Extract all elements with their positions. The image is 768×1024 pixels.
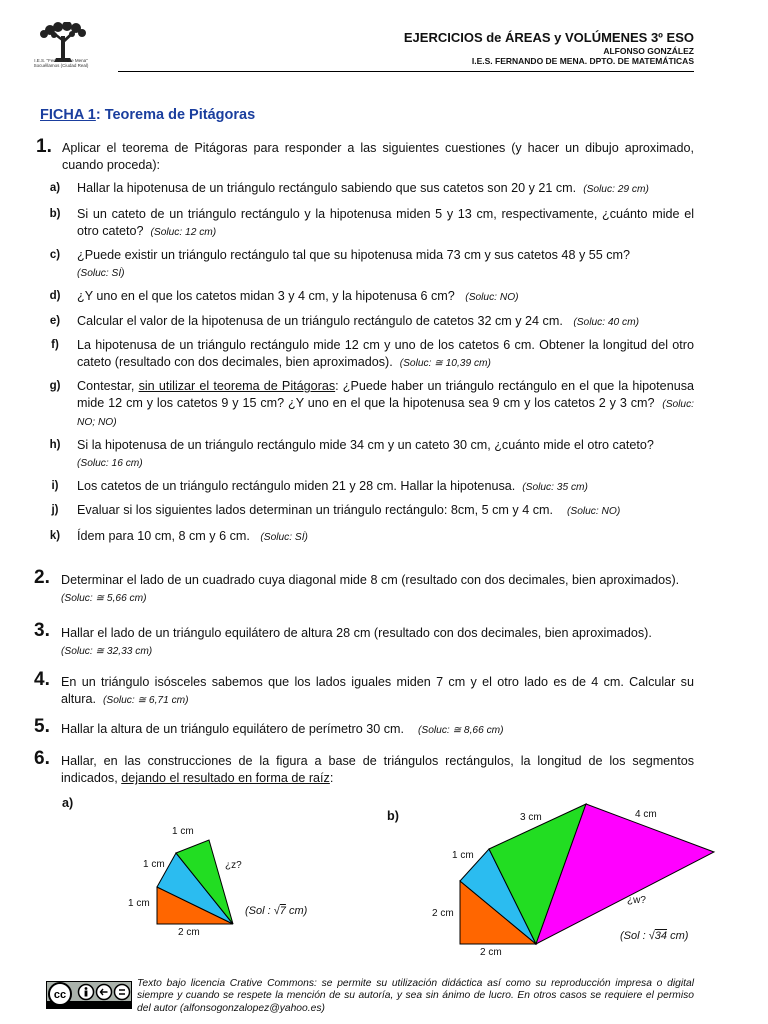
problem-3-solution: (Soluc: ≅ 32,33 cm) bbox=[61, 646, 153, 657]
ficha-topic: : Teorema de Pitágoras bbox=[95, 107, 256, 123]
item-letter: j) bbox=[51, 504, 59, 516]
problem-1k bbox=[40, 528, 694, 546]
problem-3-number: 3. bbox=[34, 620, 50, 641]
problem-6 bbox=[61, 753, 694, 787]
problem-1j bbox=[40, 502, 694, 520]
item-text: Si la hipotenusa de un triángulo rectángulo mide 34 cm y un cateto 30 cm, ¿cuánto mide el otro cateto? bbox=[77, 438, 654, 452]
problem-1-text: Aplicar el teorema de Pitágoras para responder a las siguientes cuestiones (y hacer un dibujo aproximado, cuando proceda): bbox=[62, 141, 694, 172]
figure-b-side-left: 2 cm bbox=[432, 908, 454, 919]
figure-b-base: 2 cm bbox=[480, 947, 502, 958]
figure-b-solution-post: cm) bbox=[667, 930, 689, 942]
problem-6-text: Hallar, en las construcciones de la figura a base de triángulos rectángulos, la longitud de los segmentos indicados, bbox=[61, 754, 694, 785]
item-text: Calcular el valor de la hipotenusa de un triángulo rectángulo de catetos 32 cm y 24 cm. bbox=[77, 314, 563, 328]
item-solution: (Soluc: 35 cm) bbox=[522, 482, 588, 493]
item-pre: Contestar, bbox=[77, 379, 135, 393]
problem-3 bbox=[61, 625, 694, 660]
creative-commons-badge-icon bbox=[46, 981, 132, 1009]
problem-4-text: En un triángulo isósceles sabemos que los lados iguales miden 7 cm y el otro lado es de 4 cm. Calcular su altura. bbox=[61, 675, 694, 706]
item-solution: (Soluc: NO) bbox=[567, 506, 621, 517]
author-name: ALFONSO GONZÁLEZ bbox=[603, 46, 694, 56]
problem-2-number: 2. bbox=[34, 567, 50, 588]
problem-5 bbox=[61, 721, 694, 739]
item-text: Los catetos de un triángulo rectángulo miden 21 y 28 cm. Hallar la hipotenusa. bbox=[77, 479, 516, 493]
sqrt-icon: √ bbox=[273, 905, 280, 917]
item-solution: (Soluc: 12 cm) bbox=[150, 227, 217, 238]
figure-a-solution-post: cm) bbox=[285, 905, 308, 917]
problem-4 bbox=[61, 674, 694, 709]
problem-1g bbox=[40, 378, 694, 431]
item-text: ¿Puede existir un triángulo rectángulo tal que su hipotenusa mida 73 cm y sus catetos 48 y 55 cm? bbox=[77, 248, 631, 262]
figure-a-side-mid: 1 cm bbox=[143, 859, 165, 870]
item-solution: (Soluc: 29 cm) bbox=[583, 184, 649, 195]
header-divider bbox=[118, 71, 694, 72]
figure-b-solution bbox=[620, 930, 688, 942]
item-letter: d) bbox=[49, 290, 61, 302]
figure-b-solution-radicand: 34 bbox=[654, 930, 668, 942]
item-text: Hallar la hipotenusa de un triángulo rectángulo sabiendo que sus catetos son 20 y 21 cm. bbox=[77, 181, 577, 195]
logo-caption-line1: I.E.S. "Fernando de Mena" bbox=[34, 58, 88, 63]
item-text: Evaluar si los siguientes lados determinan un triángulo rectángulo: 8cm, 5 cm y 4 cm. bbox=[77, 503, 553, 517]
school-department: I.E.S. FERNANDO DE MENA. DPTO. DE MATEMÁTICAS bbox=[471, 56, 694, 66]
item-letter: i) bbox=[51, 480, 59, 492]
figure-b-top-right: 4 cm bbox=[635, 809, 657, 820]
problem-3-text: Hallar el lado de un triángulo equilátero de altura 28 cm (resultado con dos decimales, bien aproximados). bbox=[61, 626, 652, 640]
item-letter: c) bbox=[49, 249, 61, 261]
item-letter: a) bbox=[49, 182, 61, 194]
problem-1b bbox=[40, 206, 694, 241]
item-text: La hipotenusa de un triángulo rectángulo mide 12 cm y uno de los catetos 6 cm. Obtener la longitud del otro cateto (resultado con dos decimales, bien aproximados). bbox=[77, 338, 694, 369]
figure-b-solution-pre: (Sol : bbox=[620, 930, 649, 942]
ficha-link[interactable]: FICHA 1 bbox=[40, 107, 96, 123]
problem-4-number: 4. bbox=[34, 669, 50, 690]
problem-5-solution: (Soluc: ≅ 8,66 cm) bbox=[418, 725, 504, 736]
figure-b-side-small: 1 cm bbox=[452, 850, 474, 861]
logo-caption bbox=[30, 58, 92, 68]
item-letter: h) bbox=[49, 439, 61, 451]
problem-6-number: 6. bbox=[34, 748, 50, 769]
figure-b-top-left: 3 cm bbox=[520, 812, 542, 823]
figure-a-solution-pre: (Sol : bbox=[245, 905, 274, 917]
item-solution: (Soluc: NO; NO) bbox=[77, 399, 695, 428]
figure-b-diagram bbox=[455, 800, 717, 950]
figure-a-side-top: 1 cm bbox=[172, 826, 194, 837]
problem-5-text: Hallar la altura de un triángulo equilátero de perímetro 30 cm. bbox=[61, 722, 405, 736]
problem-2 bbox=[61, 572, 694, 607]
problem-1f bbox=[40, 337, 694, 372]
figure-b-label: b) bbox=[387, 809, 399, 823]
document-title: EJERCICIOS de ÁREAS y VOLÚMENES 3º ESO bbox=[403, 30, 694, 45]
problem-1a bbox=[40, 180, 694, 198]
item-underlined: sin utilizar el teorema de Pitágoras bbox=[138, 379, 336, 393]
problem-4-solution: (Soluc: ≅ 6,71 cm) bbox=[103, 695, 189, 706]
problem-2-solution: (Soluc: ≅ 5,66 cm) bbox=[61, 593, 147, 604]
item-letter: e) bbox=[49, 315, 61, 327]
figure-a-unknown: ¿z? bbox=[225, 860, 242, 871]
problem-1d bbox=[40, 288, 694, 306]
problem-1-number: 1. bbox=[36, 136, 52, 157]
problem-2-text: Determinar el lado de un cuadrado cuya diagonal mide 8 cm (resultado con dos decimales, bien aproximados). bbox=[61, 573, 680, 587]
item-letter: f) bbox=[51, 339, 59, 351]
item-text: Ídem para 10 cm, 8 cm y 6 cm. bbox=[77, 529, 250, 543]
item-solution: (Soluc: SÍ) bbox=[260, 532, 308, 543]
problem-6-underlined: dejando el resultado en forma de raíz bbox=[121, 771, 330, 785]
item-text: Si un cateto de un triángulo rectángulo y la hipotenusa miden 5 y 13 cm, respectivamente, ¿cuánto mide el otro cateto? bbox=[77, 207, 694, 238]
figure-a-base: 2 cm bbox=[178, 927, 200, 938]
problem-5-number: 5. bbox=[34, 716, 50, 737]
item-letter: g) bbox=[49, 380, 61, 392]
figure-b-unknown: ¿w? bbox=[627, 895, 646, 906]
problem-6-end: : bbox=[329, 771, 334, 785]
item-solution: (Soluc: 40 cm) bbox=[573, 317, 640, 328]
worksheet-title bbox=[40, 107, 255, 123]
figure-a-side-left: 1 cm bbox=[128, 898, 150, 909]
item-solution: (Soluc: NO) bbox=[465, 292, 519, 303]
problem-1h bbox=[40, 437, 694, 472]
item-solution: (Soluc: ≅ 10,39 cm) bbox=[399, 358, 491, 369]
figure-a-solution bbox=[245, 905, 307, 917]
figure-a-solution-radicand: 7 bbox=[279, 905, 286, 917]
license-text: Texto bajo licencia Crative Commons: se permite su utilización didáctica así como su reproducción impresa o digital siempre y cuando se respete la mención de su autoría, y sea sin ánimo de lucro. En otros casos se requiere el permiso del autor (alfonsogonzalopez@yahoo.es) bbox=[137, 978, 694, 1014]
logo-caption-line2: Socuéllamos (Ciudad Real) bbox=[33, 63, 89, 68]
figure-a-diagram bbox=[150, 828, 240, 928]
item-letter: k) bbox=[49, 530, 61, 542]
cc-text: cc bbox=[53, 989, 67, 1001]
problem-1e bbox=[40, 313, 694, 331]
item-text: : ¿Puede haber un triángulo rectángulo en el que la hipotenusa mide 12 cm y los catetos 9 y 15 cm? ¿Y uno en el que la hipotenusa sea 9 cm y los catetos 2 y 3 cm? bbox=[77, 379, 694, 410]
figure-a-label: a) bbox=[62, 796, 74, 810]
sqrt-icon: √ bbox=[648, 930, 655, 942]
problem-1i bbox=[40, 478, 694, 496]
item-solution: (Soluc: 16 cm) bbox=[77, 458, 143, 469]
item-solution: (Soluc: SÍ) bbox=[77, 268, 125, 279]
item-letter: b) bbox=[49, 208, 61, 220]
item-text: ¿Y uno en el que los catetos midan 3 y 4 cm, y la hipotenusa 6 cm? bbox=[77, 289, 455, 303]
problem-1c bbox=[40, 247, 694, 282]
